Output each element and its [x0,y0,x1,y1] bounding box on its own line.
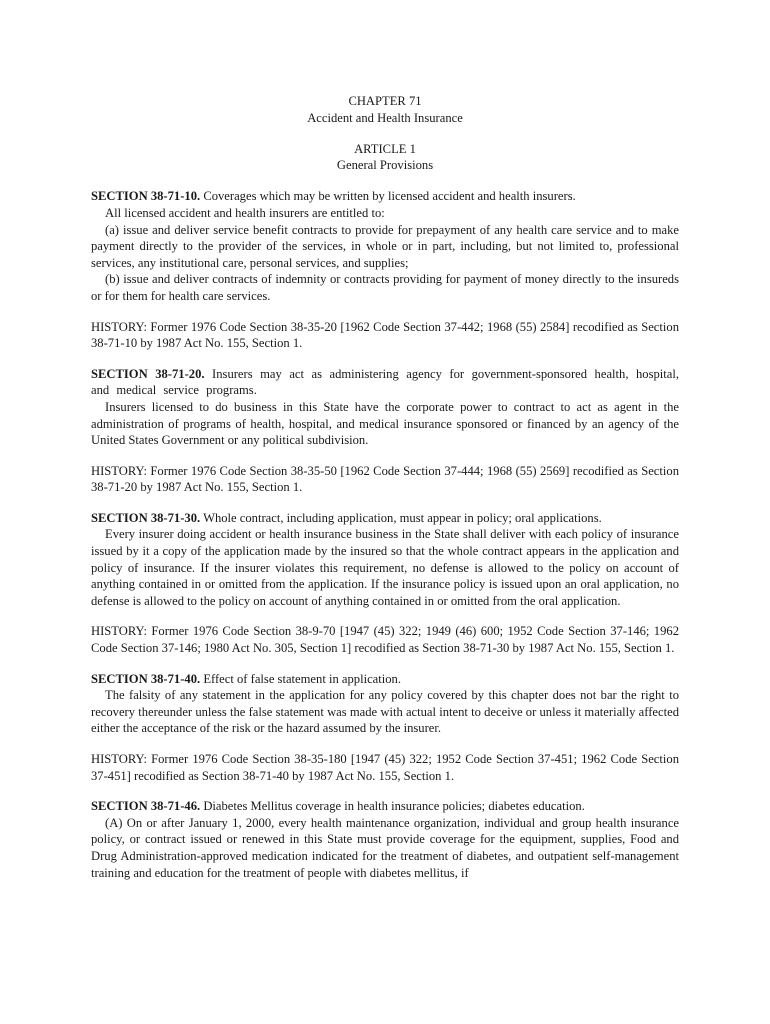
section-paragraph: (A) On or after January 1, 2000, every health maintenance organization, individual and group health insurance policy, or contract issued or renewed in this State must provide coverage for the equipment, supplies, Food and Drug Administration-approved medication indicated for the treatment of diabetes, and outpatient self-management training and education for the treatment of people with diabetes mellitus, if [91,815,679,880]
section-heading [91,798,679,815]
section-number: SECTION 38-71-30. [91,510,201,525]
section-38-71-30 [91,510,679,610]
section-history: HISTORY: Former 1976 Code Section 38-35-180 [1947 (45) 322; 1952 Code Section 37-451; 1962 Code Section 37-451] recodified as Section 38-71-40 by 1987 Act No. 155, Section 1. [91,752,679,783]
section-heading [91,671,679,688]
section-history: HISTORY: Former 1976 Code Section 38-35-50 [1962 Code Section 37-444; 1968 (55) 2569] recodified as Section 38-71-20 by 1987 Act No. 155, Section 1. [91,463,679,495]
chapter-heading [91,93,679,126]
section-number: SECTION 38-71-10. [91,189,201,204]
section-heading [91,366,679,399]
section-title: Insurers may act as administering agency for government-sponsored health, hospital, and medical service programs. [91,366,680,398]
section-paragraph: Every insurer doing accident or health insurance business in the State shall deliver with each policy of insurance issued by it a copy of the application made by the insured so that the whole contract appears in the application and policy of insurance. If the insurer violates this requirement, no defense is allowed to the policy on account of anything contained in or omitted from the application. If the insurance policy is issued upon an oral application, no defense is allowed to the policy on account of anything contained in or omitted from the oral application. [91,527,679,608]
article-heading [91,141,679,174]
section-title: Diabetes Mellitus coverage in health insurance policies; diabetes education. [203,799,585,814]
section-paragraph: The falsity of any statement in the application for any policy covered by this chapter does not bar the right to recovery thereunder unless the false statement was made with actual intent to deceive or unless it materially affected either the acceptance of the risk or the hazard assumed by the insurer. [91,688,679,736]
section-38-71-46 [91,798,679,881]
section-38-71-40 [91,671,679,737]
section-paragraph: (b) issue and deliver contracts of indemnity or contracts providing for payment of money directly to the insureds or for them for health care services. [91,272,679,303]
chapter-number: CHAPTER 71 [348,94,422,108]
section-number: SECTION 38-71-20. [91,366,205,381]
section-paragraph: Insurers licensed to do business in this State have the corporate power to contract to act as agent in the administration of programs of health, hospital, and medical insurance sponsored or financed by an agency of the United States Government or any political subdivision. [91,399,679,448]
section-paragraph: All licensed accident and health insurers are entitled to: [105,205,385,220]
section-paragraph: (a) issue and deliver service benefit contracts to provide for prepayment of any health care service and to make payment directly to the provider of the services, in whole or in part, including, but not limited to, professional services, any institutional care, personal services, and supplies; [91,222,679,270]
section-title: Effect of false statement in application. [203,671,402,686]
section-38-71-20 [91,366,679,449]
section-number: SECTION 38-71-40. [91,671,201,686]
section-heading [91,510,679,527]
section-title: Whole contract, including application, must appear in policy; oral applications. [203,510,602,525]
section-history: HISTORY: Former 1976 Code Section 38-9-70 [1947 (45) 322; 1949 (46) 600; 1952 Code Section 37-146; 1962 Code Section 37-146; 1980 Act No. 305, Section 1] recodified as Section 38-71-30 by 1987 Act No. 155, Section 1. [91,624,679,656]
section-history: HISTORY: Former 1976 Code Section 38-35-20 [1962 Code Section 37-442; 1968 (55) 2584] recodified as Section 38-71-10 by 1987 Act No. 155, Section 1. [91,319,679,351]
section-number: SECTION 38-71-46. [91,799,201,814]
article-title: General Provisions [336,158,434,173]
section-title: Coverages which may be written by licensed accident and health insurers. [203,189,576,204]
chapter-title: Accident and Health Insurance [307,110,463,125]
section-heading [91,188,679,205]
article-number: ARTICLE 1 [354,141,416,156]
section-38-71-10 [91,188,679,304]
